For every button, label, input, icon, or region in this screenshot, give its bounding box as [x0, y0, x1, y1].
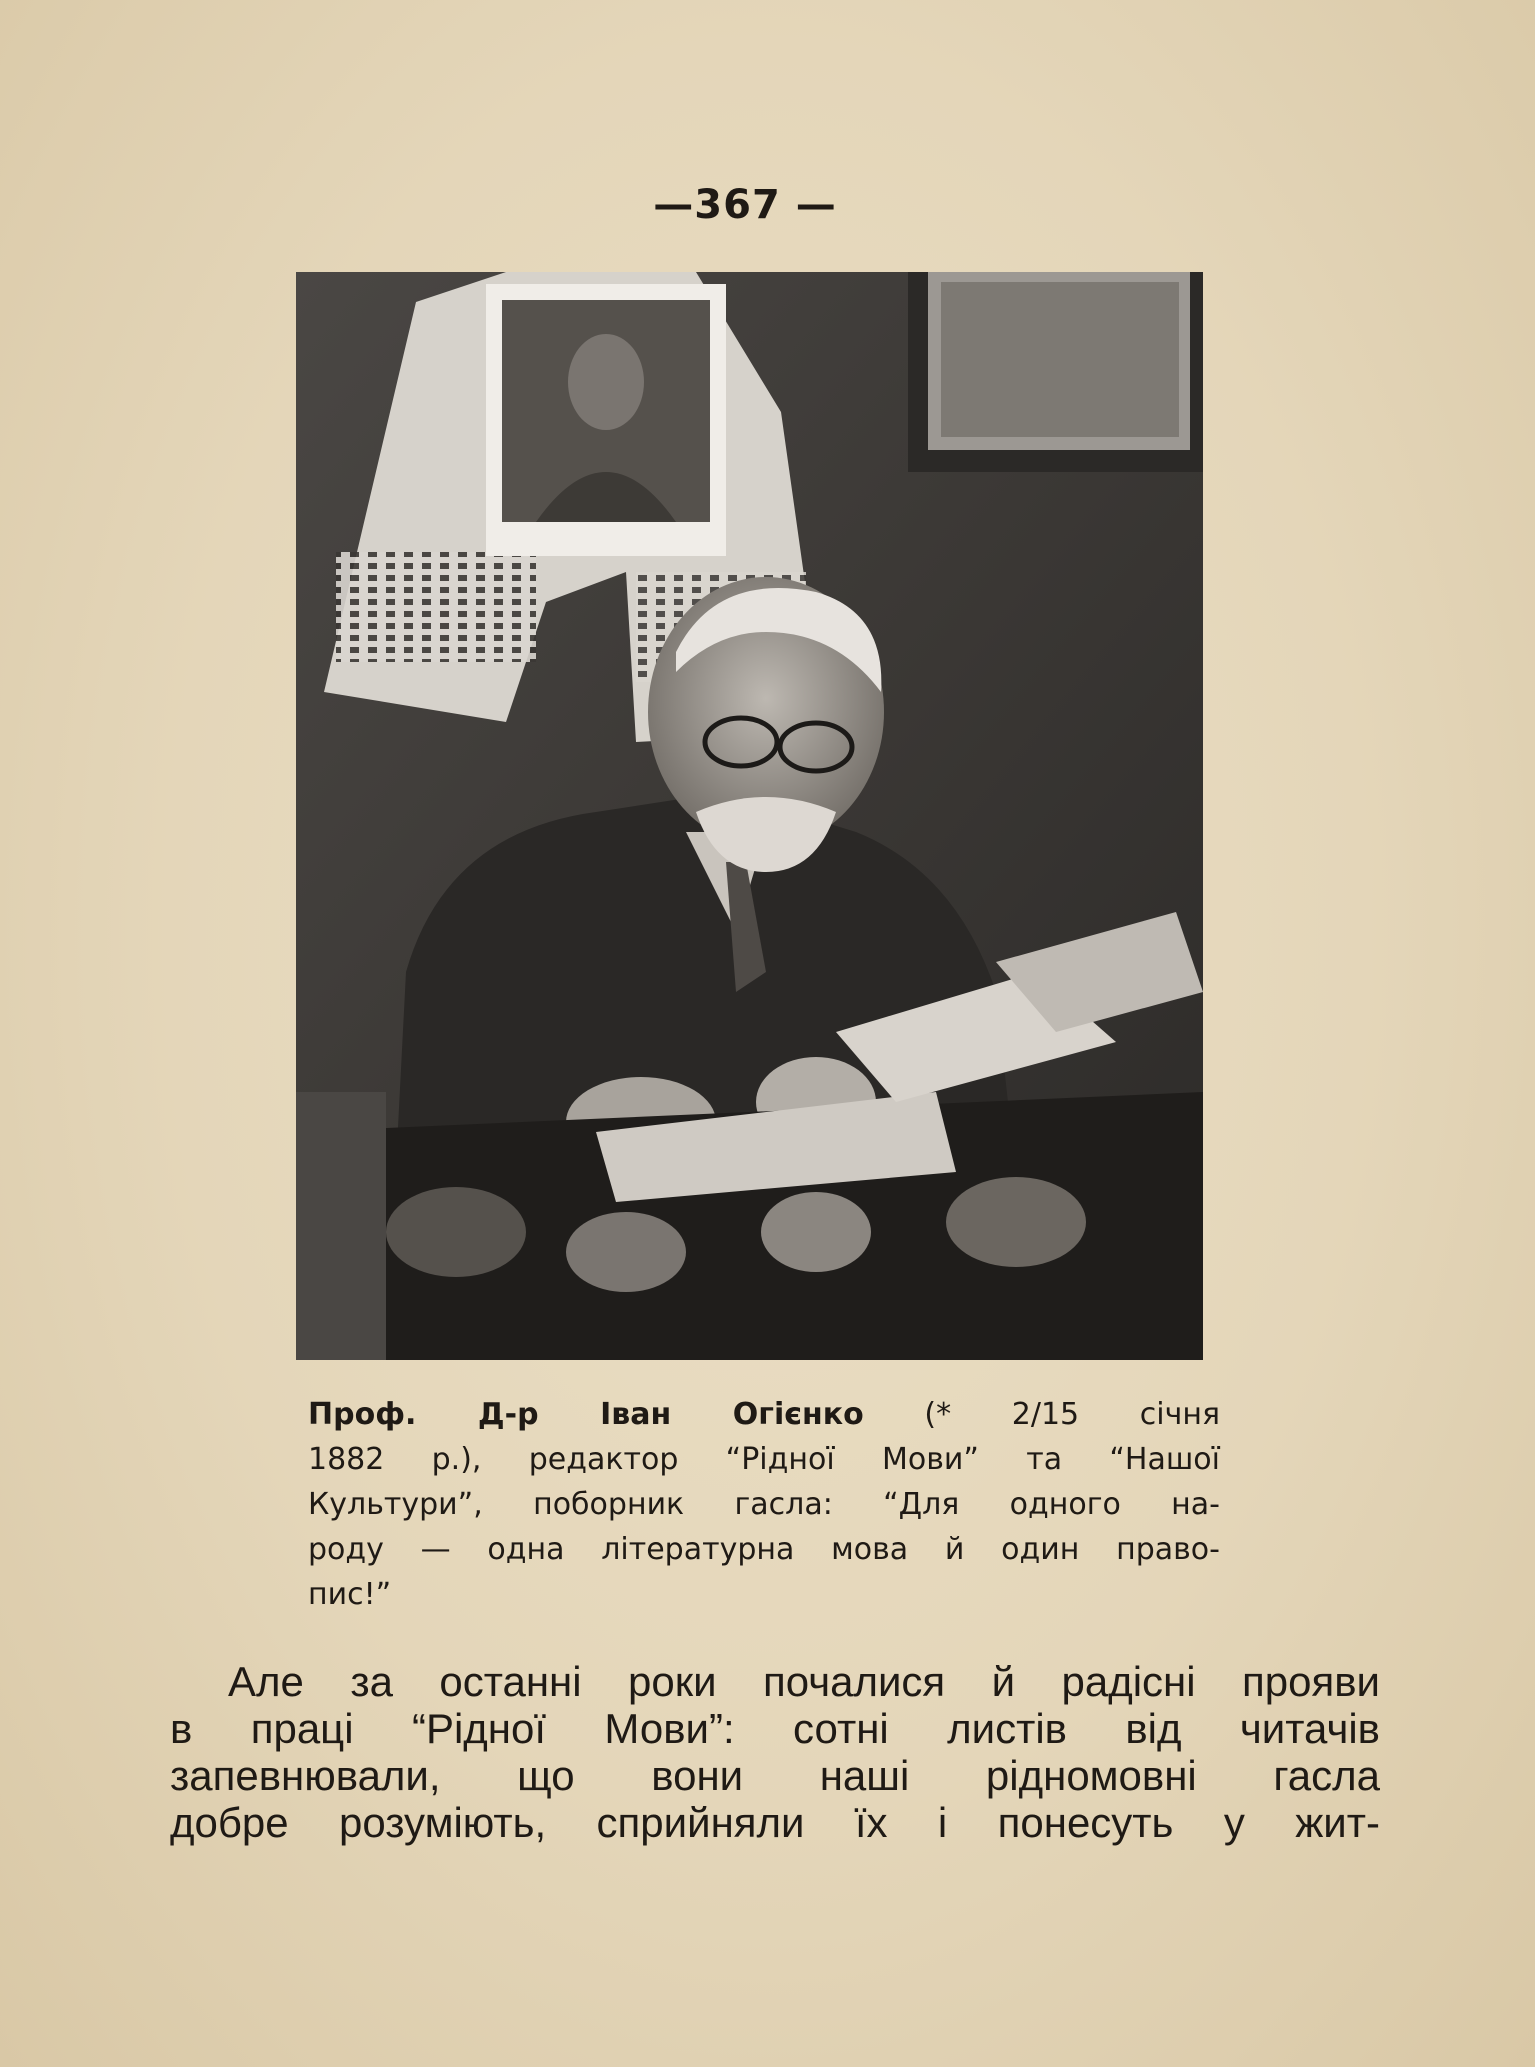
caption-line-4: роду — одна літературна мова й один право- — [308, 1532, 1220, 1567]
body-line-1: Але за останні роки почалися й радісні прояви — [228, 1658, 1380, 1705]
portrait-photo — [296, 272, 1203, 1360]
body-paragraph — [170, 1658, 1380, 1846]
caption-line-3: Культури”, поборник гасла: “Для одного на- — [308, 1487, 1220, 1522]
body-line-2: в праці “Рідної Мови”: сотні листів від читачів — [170, 1705, 1380, 1752]
page-number: —367 — — [653, 182, 837, 228]
caption-line-1 — [308, 1392, 1220, 1437]
caption-name: Проф. Д-р Іван Огієнко — [308, 1397, 864, 1432]
body-line-3: запевнювали, що вони наші рідномовні гасла — [170, 1752, 1380, 1799]
photo-caption — [308, 1392, 1220, 1617]
body-line-4: добре розуміють, сприйняли їх і понесуть у жит- — [170, 1799, 1380, 1846]
caption-date: (* 2/15 січня — [924, 1397, 1220, 1432]
caption-line-2: 1882 р.), редактор “Рідної Мови” та “Нашої — [308, 1442, 1220, 1477]
caption-line-5: пис!” — [308, 1577, 392, 1612]
